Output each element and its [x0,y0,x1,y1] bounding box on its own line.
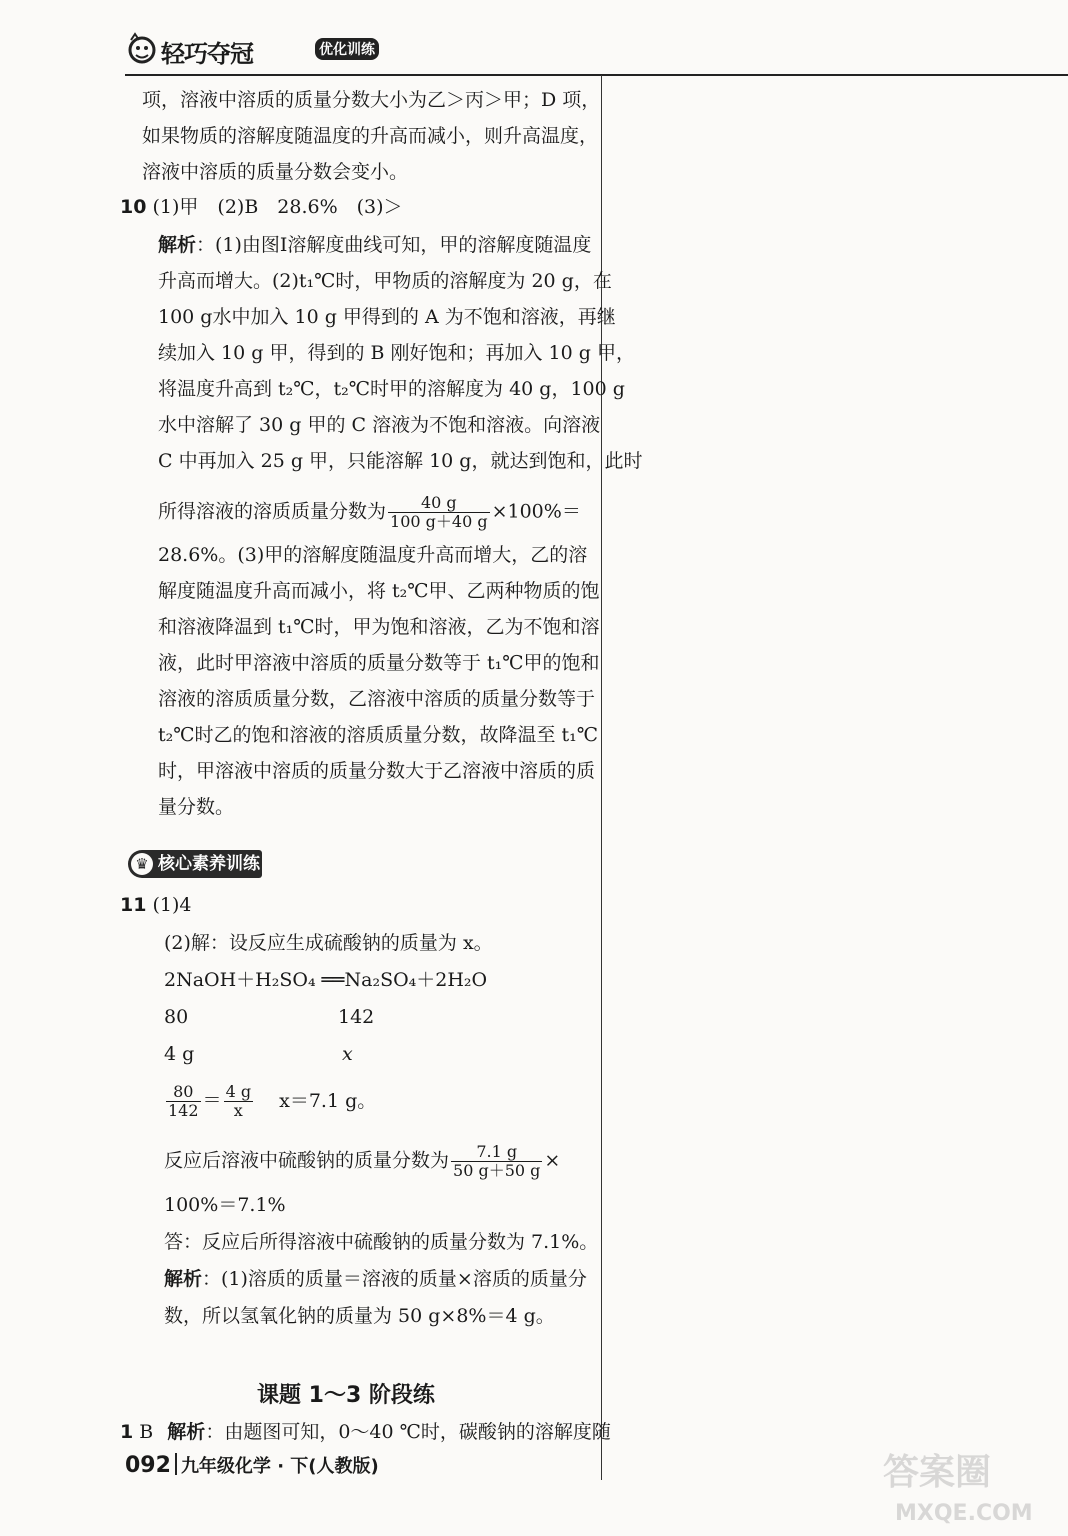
text-line: 答：反应后所得溶液中硫酸钠的质量分数为 7.1%。 [164,1231,599,1253]
question-1-answer [120,1420,611,1444]
page-footer [125,1452,379,1478]
page-header [125,30,1068,76]
denominator: x [233,1101,243,1120]
watermark-line-1: 答案圈 [883,1452,992,1493]
text-line: 溶液中溶质的质量分数会变小。 [142,161,409,183]
text-span: 反应后溶液中硫酸钠的质量分数为 [164,1149,450,1172]
text-line: 时，甲溶液中溶质的质量分数大于乙溶液中溶质的质 [158,760,596,782]
crown-icon: ♛ [131,853,153,875]
question-number: 10 [120,196,147,218]
molar-mass-na2so4: 142 [338,1006,375,1028]
text-line: 100 g水中加入 10 g 甲得到的 A 为不饱和溶液，再继 [158,306,616,328]
unknown-x: x [342,1043,353,1065]
text-line: 水中溶解了 30 g 甲的 C 溶液为不饱和溶液。向溶液 [158,414,601,436]
text-span: ：(1)由图Ⅰ溶解度曲线可知，甲的溶解度随温度 [196,234,592,256]
fraction [388,494,490,531]
brand-subtitle: 优化训练 [315,38,379,60]
text-line: 溶液的溶质质量分数，乙溶液中溶质的质量分数等于 [158,688,596,710]
mass-naoh: 4 g [164,1043,195,1065]
numerator: 7.1 g [451,1143,542,1162]
analysis-label: 解析 [167,1421,206,1443]
fraction [166,1083,201,1120]
question-11-answer [120,893,192,917]
text-span: ：由题图可知，0～40 ℃时，碳酸钠的溶解度随 [205,1421,611,1443]
text-line: 续加入 10 g 甲，得到的 B 刚好饱和；再加入 10 g 甲， [158,342,635,364]
text-line: C 中再加入 25 g 甲，只能溶解 10 g，就达到饱和，此时 [158,450,643,472]
text-line: 解度随温度升高而减小，将 t₂℃甲、乙两种物质的饱 [158,580,600,602]
text-line [164,1267,587,1291]
molar-mass-naoh: 80 [164,1006,189,1028]
footer-separator [175,1453,177,1475]
watermark-logo [875,1440,1060,1530]
text-line: 将温度升高到 t₂℃，t₂℃时甲的溶解度为 40 g，100 g [158,378,625,400]
answer-text: (1)4 [152,894,192,916]
text-line: 量分数。 [158,796,235,818]
analysis-label: 解析 [158,234,197,256]
section-banner [128,850,262,878]
brand-name: 轻巧夺冠 [161,40,253,68]
denominator: 142 [168,1101,199,1120]
text-line: 升高而增大。(2)t₁℃时，甲物质的溶解度为 20 g，在 [158,270,612,292]
formula-line [164,1143,560,1180]
answer-letter: B [139,1421,154,1443]
text-line: 100%＝7.1% [164,1194,286,1216]
question-number: 11 [120,894,147,916]
text-line: 数，所以氢氧化钠的质量为 50 g×8%＝4 g。 [164,1305,555,1327]
numerator: 40 g [388,494,490,513]
formula-line [158,494,581,531]
section-heading: 课题 1～3 阶段练 [257,1383,435,1408]
text-line [158,233,591,257]
text-line: 和溶液降温到 t₁℃时，甲为饱和溶液，乙为不饱和溶 [158,616,600,638]
text-span: x＝7.1 g。 [279,1089,377,1112]
proportion-line [164,1083,376,1120]
answer-text: (1)甲 (2)B 28.6% (3)＞ [152,196,403,218]
text-span: ×100%＝ [491,500,581,523]
chemical-equation: 2NaOH＋H₂SO₄ ══Na₂SO₄＋2H₂O [164,969,488,991]
numerator: 4 g [225,1082,252,1101]
section-title: 核心素养训练 [158,854,260,874]
book-title: 九年级化学 · 下(人教版) [180,1456,379,1477]
text-line: 液，此时甲溶液中溶质的质量分数等于 t₁℃甲的饱和 [158,652,600,674]
text-line: 28.6%。(3)甲的溶解度随温度升高而增大，乙的溶 [158,544,588,566]
question-number: 1 [120,1421,134,1443]
text-span: 所得溶液的溶质质量分数为 [158,500,387,523]
fraction [224,1083,254,1120]
text-line: (2)解：设反应生成硫酸钠的质量为 x。 [164,932,493,954]
text-line: 如果物质的溶解度随温度的升高而减小，则升高温度， [142,125,599,147]
text-span: ：(1)溶质的质量＝溶液的质量×溶质的质量分 [202,1268,587,1290]
analysis-label: 解析 [164,1268,203,1290]
denominator: 50 g＋50 g [453,1161,541,1180]
text-span: × [544,1149,561,1172]
denominator: 100 g＋40 g [390,512,488,531]
watermark-line-2: MXQE.COM [895,1501,1033,1526]
question-10-answer [120,195,403,219]
text-span: ＝ [202,1089,222,1112]
fraction [451,1143,542,1180]
text-line: 项，溶液中溶质的质量分数大小为乙＞丙＞甲；D 项， [142,89,601,111]
page-number: 092 [125,1453,171,1478]
text-line: t₂℃时乙的饱和溶液的溶质质量分数，故降温至 t₁℃ [158,724,599,746]
numerator: 80 [166,1083,201,1102]
